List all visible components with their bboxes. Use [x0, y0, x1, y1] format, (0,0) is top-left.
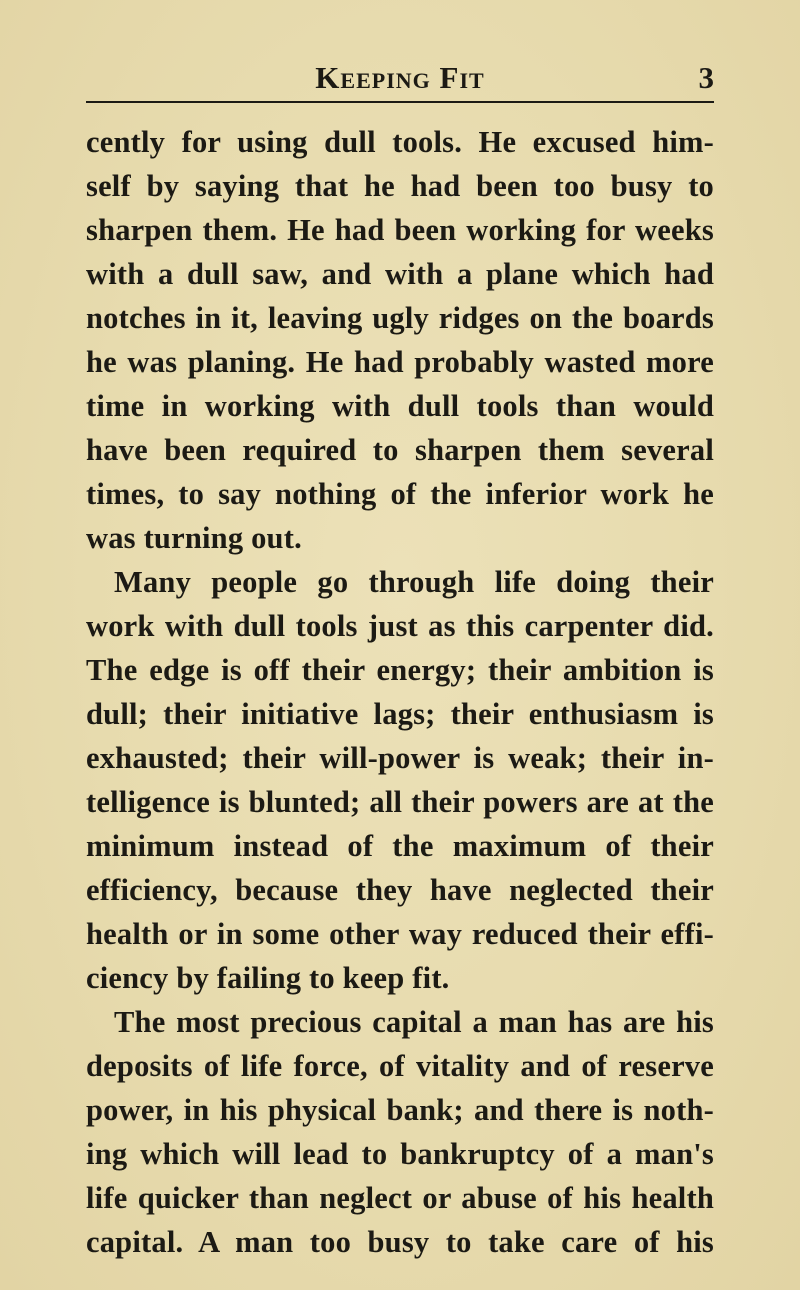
paragraph-first-line: The most precious capital a man has are his	[114, 1005, 714, 1039]
text-line: telligence is blunted; all their powers are at the	[86, 785, 714, 819]
text-line: was turning out.	[86, 521, 302, 555]
text-line: he was planing. He had probably wasted more	[86, 345, 714, 379]
text-line: ciency by failing to keep fit.	[86, 961, 450, 995]
text-line: The edge is off their energy; their ambition is	[86, 653, 714, 687]
text-line: exhausted; their will-power is weak; their in-	[86, 741, 714, 775]
text-line: minimum instead of the maximum of their	[86, 829, 714, 863]
text-line: sharpen them. He had been working for weeks	[86, 213, 714, 247]
text-line: capital. A man too busy to take care of his	[86, 1225, 714, 1259]
body-text	[86, 120, 714, 1264]
text-line: with a dull saw, and with a plane which had	[86, 257, 714, 291]
text-line: dull; their initiative lags; their enthusiasm is	[86, 697, 714, 731]
text-line: deposits of life force, of vitality and of reserve	[86, 1049, 714, 1083]
text-line: times, to say nothing of the inferior work he	[86, 477, 714, 511]
text-line: power, in his physical bank; and there is noth-	[86, 1093, 714, 1127]
text-line: self by saying that he had been too busy to	[86, 169, 714, 203]
paragraph-first-line: Many people go through life doing their	[114, 565, 714, 599]
text-line: have been required to sharpen them several	[86, 433, 714, 467]
text-line: cently for using dull tools. He excused him-	[86, 125, 714, 159]
header-rule	[86, 101, 714, 103]
text-line: work with dull tools just as this carpenter did.	[86, 609, 714, 643]
text-line: ing which will lead to bankruptcy of a man's	[86, 1137, 714, 1171]
running-title: Keeping Fit	[315, 60, 485, 95]
text-line: notches in it, leaving ugly ridges on the boards	[86, 301, 714, 335]
page-number: 3	[698, 60, 714, 95]
text-line: health or in some other way reduced their effi-	[86, 917, 714, 951]
text-line: efficiency, because they have neglected their	[86, 873, 714, 907]
running-head	[86, 58, 714, 98]
text-line: life quicker than neglect or abuse of his health	[86, 1181, 714, 1215]
text-line: time in working with dull tools than would	[86, 389, 714, 423]
